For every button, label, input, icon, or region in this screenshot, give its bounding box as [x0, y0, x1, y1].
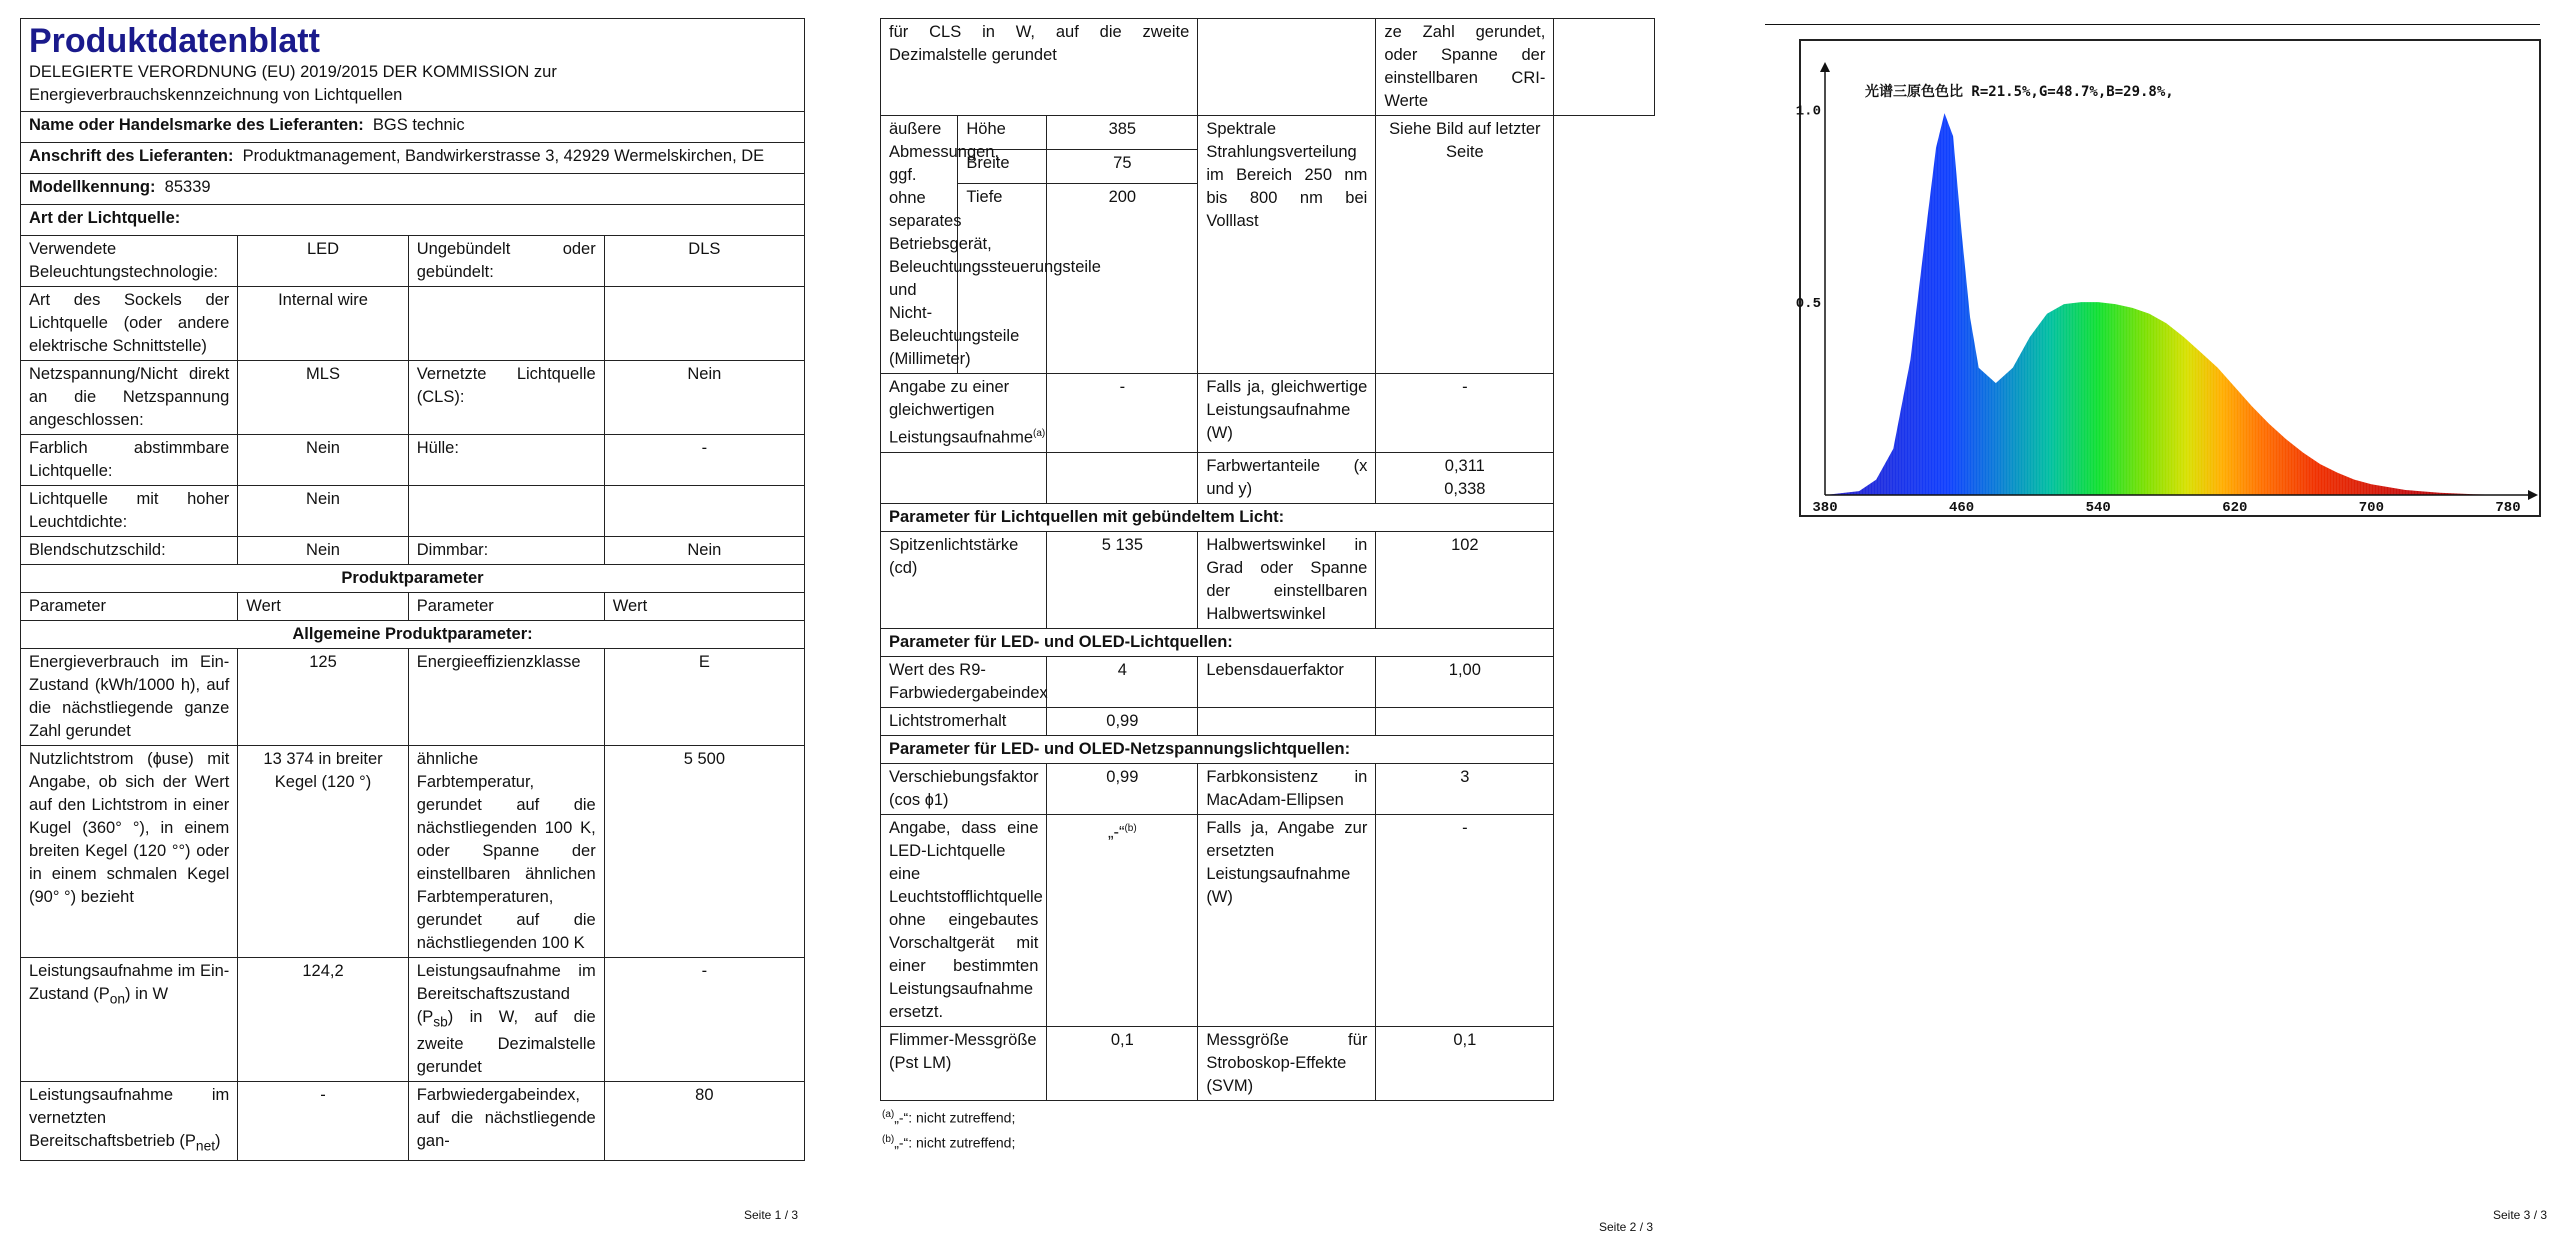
survival-factor-value: 1,00: [1376, 656, 1554, 707]
macadam-value: 3: [1376, 763, 1554, 814]
mls-heading: Parameter für LED- und OLED-Netzspannungslichtquellen:: [881, 735, 1554, 763]
svm-value: 0,1: [1376, 1026, 1554, 1100]
supplier-name-label: Name oder Handelsmarke des Lieferanten:: [29, 116, 364, 134]
energy-class-label: Energieeffizienzklasse: [408, 649, 604, 746]
footnote-a: $^{(a)}$„-“: nicht zutreffend;: [882, 1108, 1016, 1126]
page-1: [20, 18, 805, 1161]
depth-value: 200: [1047, 184, 1198, 374]
col-value-1: Wert: [238, 593, 408, 621]
glare-label: Blendschutzschild:: [21, 537, 238, 565]
page-number-2: Seite 2 / 3: [1599, 1220, 1654, 1234]
dimmable-label: Dimmbar:: [408, 537, 604, 565]
high-luminance-value: Nein: [238, 486, 408, 537]
p-on-label: Leistungsaufnahme im Ein-Zustand $(P_{on})$ in W: [21, 958, 238, 1082]
equivalent-yes-value: -: [1376, 374, 1554, 453]
x-tick-label: 780: [2495, 500, 2521, 516]
x-tick-label: 700: [2358, 500, 2385, 516]
macadam-label: Farbkonsistenz in MacAdam-Ellipsen: [1198, 763, 1376, 814]
x-tick-label: 620: [2222, 500, 2248, 516]
cls-label: Vernetzte Lichtquelle (CLS):: [408, 361, 604, 435]
flux-value: 13 374 in breiter Kegel (120 °): [238, 746, 408, 958]
tunable-label: Farblich abstimmbare Lichtquelle:: [21, 435, 238, 486]
socket-label: Art des Sockels der Lichtquelle (oder andere elektrische Schnittstelle): [21, 287, 238, 361]
col-param-2: Parameter: [408, 593, 604, 621]
product-params-heading: Produktparameter: [21, 565, 805, 593]
p-on-value: 124,2: [238, 958, 408, 1082]
bundled-label: Ungebündelt oder gebündelt:: [408, 236, 604, 287]
glare-value: Nein: [238, 537, 408, 565]
peak-intensity-value: 5 135: [1047, 531, 1198, 628]
energy-on-label: Energieverbrauch im Ein-Zustand (kWh/1000 h), auf die nächstliegende ganze Zahl gerundet: [21, 649, 238, 746]
dls-heading: Parameter für Lichtquellen mit gebündeltem Licht:: [881, 503, 1554, 531]
address-label: Anschrift des Lieferanten:: [29, 147, 234, 165]
technology-value: LED: [238, 236, 408, 287]
mains-label: Netzspannung/Nicht direkt an die Netzspannung angeschlossen:: [21, 361, 238, 435]
cct-value: 5 500: [604, 746, 804, 958]
address: Produktmanagement, Bandwirkerstrasse 3, 42929 Wermelskirchen, DE: [242, 147, 765, 165]
envelope-value: -: [604, 435, 804, 486]
svm-label: Messgröße für Stroboskop-Effekte (SVM): [1198, 1026, 1376, 1100]
model: 85339: [164, 178, 211, 196]
replacement-yes-value: -: [1376, 814, 1554, 1026]
peak-intensity-label: Spitzenlichtstärke (cd): [881, 531, 1047, 628]
p-net-label-cont: für CLS in W, auf die zweite Dezimalstelle gerundet: [881, 19, 1198, 116]
flux-label: Nutzlichtstrom (ɸuse) mit Angabe, ob sich der Wert auf den Lichtstrom in einer Kugel (360° °), in einem breiten Kegel (120 °°) oder in einem schmalen Kegel (90° °) bezieht: [21, 746, 238, 958]
general-params-heading: Allgemeine Produktparameter:: [21, 621, 805, 649]
depth-label: Tiefe: [958, 184, 1047, 374]
col-value-2: Wert: [604, 593, 804, 621]
width-label: Breite: [958, 150, 1047, 184]
high-luminance-label: Lichtquelle mit hoher Leuchtdichte:: [21, 486, 238, 537]
lumen-maintenance-value: 0,99: [1047, 707, 1198, 735]
flicker-value: 0,1: [1047, 1026, 1198, 1100]
page-3-top-rule: [1765, 24, 2540, 25]
power-factor-value: 0,99: [1047, 763, 1198, 814]
mains-value: MLS: [238, 361, 408, 435]
led-heading: Parameter für LED- und OLED-Lichtquellen:: [881, 628, 1554, 656]
envelope-label: Hülle:: [408, 435, 604, 486]
p-sb-value: -: [604, 958, 804, 1082]
cri-label: Farbwiedergabeindex, auf die nächstliegende gan-: [408, 1082, 604, 1160]
regulation-line-2: Energieverbrauchskennzeichnung von Lichtquellen: [29, 86, 403, 104]
power-factor-label: Verschiebungsfaktor (cos ɸ1): [881, 763, 1047, 814]
light-source-type-label: Art der Lichtquelle:: [29, 209, 181, 227]
footnote-b: $^{(b)}$„-“: nicht zutreffend;: [882, 1134, 1016, 1151]
cct-label: ähnliche Farbtemperatur, gerundet auf die nächstliegenden 100 K, oder Spanne der einstellbaren ähnlichen Farbtemperaturen, gerundet auf die nächstliegenden 100 K: [408, 746, 604, 958]
survival-factor-label: Lebensdauerfaktor: [1198, 656, 1376, 707]
height-value: 385: [1047, 116, 1198, 150]
flicker-label: Flimmer-Messgröße (Pst LM): [881, 1026, 1047, 1100]
x-tick-label: 460: [1948, 500, 1975, 516]
equivalent-yes-label: Falls ja, gleichwertige Leistungsaufnahme (W): [1198, 374, 1376, 453]
chromaticity-label: Farbwertanteile (x und y): [1198, 452, 1376, 503]
energy-class-value: E: [604, 649, 804, 746]
replacement-label: Angabe, dass eine LED-Lichtquelle eine Leuchtstofflichtquelle ohne eingebautes Vorschaltgerät mit einer bestimmten Leistungsaufnahme ersetzt.: [881, 814, 1047, 1026]
chart-title: 光谱三原色色比 R=21.5%,G=48.7%,B=29.8%,: [1865, 84, 2174, 100]
x-tick-label: 380: [1812, 500, 1838, 516]
col-param-1: Parameter: [21, 593, 238, 621]
equivalent-label: Angabe zu einer gleichwertigen Leistungsaufnahme$^{(a)}$: [881, 374, 1047, 453]
beam-angle-value: 102: [1376, 531, 1554, 628]
bundled-value: DLS: [604, 236, 804, 287]
cri-value: 80: [604, 1082, 804, 1160]
y-tick-label: 0.5: [1795, 296, 1821, 313]
replacement-value: „-“$^{(b)}$: [1047, 814, 1198, 1026]
y-tick-label: 1.0: [1795, 103, 1821, 120]
p-net-label: Leistungsaufnahme im vernetzten Bereitschaftsbetrieb $(P_{net})$: [21, 1082, 238, 1160]
page-2: [880, 18, 1655, 1152]
spd-label: Spektrale Strahlungsverteilung im Bereich 250 nm bis 800 nm bei Volllast: [1198, 116, 1376, 374]
replacement-yes-label: Falls ja, Angabe zur ersetzten Leistungsaufnahme (W): [1198, 814, 1376, 1026]
beam-angle-label: Halbwertswinkel in Grad oder Spanne der einstellbaren Halbwertswinkel: [1198, 531, 1376, 628]
datasheet-table-page-1: [20, 18, 805, 1161]
datasheet-table-page-2: [880, 18, 1655, 1101]
r9-label: Wert des R9-Farbwiedergabeindex: [881, 656, 1047, 707]
dimmable-value: Nein: [604, 537, 804, 565]
page-title: Produktdatenblatt: [29, 22, 320, 60]
p-net-value: -: [238, 1082, 408, 1160]
cri-label-cont: ze Zahl gerundet, oder Spanne der einstellbaren CRI-Werte: [1376, 19, 1554, 116]
supplier-name: BGS technic: [372, 116, 465, 134]
spd-value: Siehe Bild auf letzter Seite: [1376, 116, 1554, 374]
socket-value: Internal wire: [238, 287, 408, 361]
equivalent-value: -: [1047, 374, 1198, 453]
technology-label: Verwendete Beleuchtungstechnologie:: [21, 236, 238, 287]
chromaticity-value: 0,311 0,338: [1376, 452, 1554, 503]
width-value: 75: [1047, 150, 1198, 184]
x-tick-label: 540: [2085, 500, 2111, 516]
regulation-line-1: DELEGIERTE VERORDNUNG (EU) 2019/2015 DER KOMMISSION zur: [29, 63, 557, 81]
tunable-value: Nein: [238, 435, 408, 486]
energy-on-value: 125: [238, 649, 408, 746]
spectrum-chart: [1795, 40, 2540, 530]
cls-value: Nein: [604, 361, 804, 435]
r9-value: 4: [1047, 656, 1198, 707]
lumen-maintenance-label: Lichtstromerhalt: [881, 707, 1047, 735]
dimensions-label: äußere Abmessungen, ggf. ohne separates Betriebsgerät, Beleuchtungssteuerungsteile und Nicht-Beleuchtungsteile (Millimeter): [881, 116, 958, 374]
height-label: Höhe: [958, 116, 1047, 150]
page-number-3: Seite 3 / 3: [2493, 1208, 2548, 1222]
page-number-1: Seite 1 / 3: [744, 1208, 799, 1222]
model-label: Modellkennung:: [29, 178, 156, 196]
p-sb-label: Leistungsaufnahme im Bereitschaftszustand $(P_{sb})$ in W, auf die zweite Dezimalstelle gerundet: [408, 958, 604, 1082]
